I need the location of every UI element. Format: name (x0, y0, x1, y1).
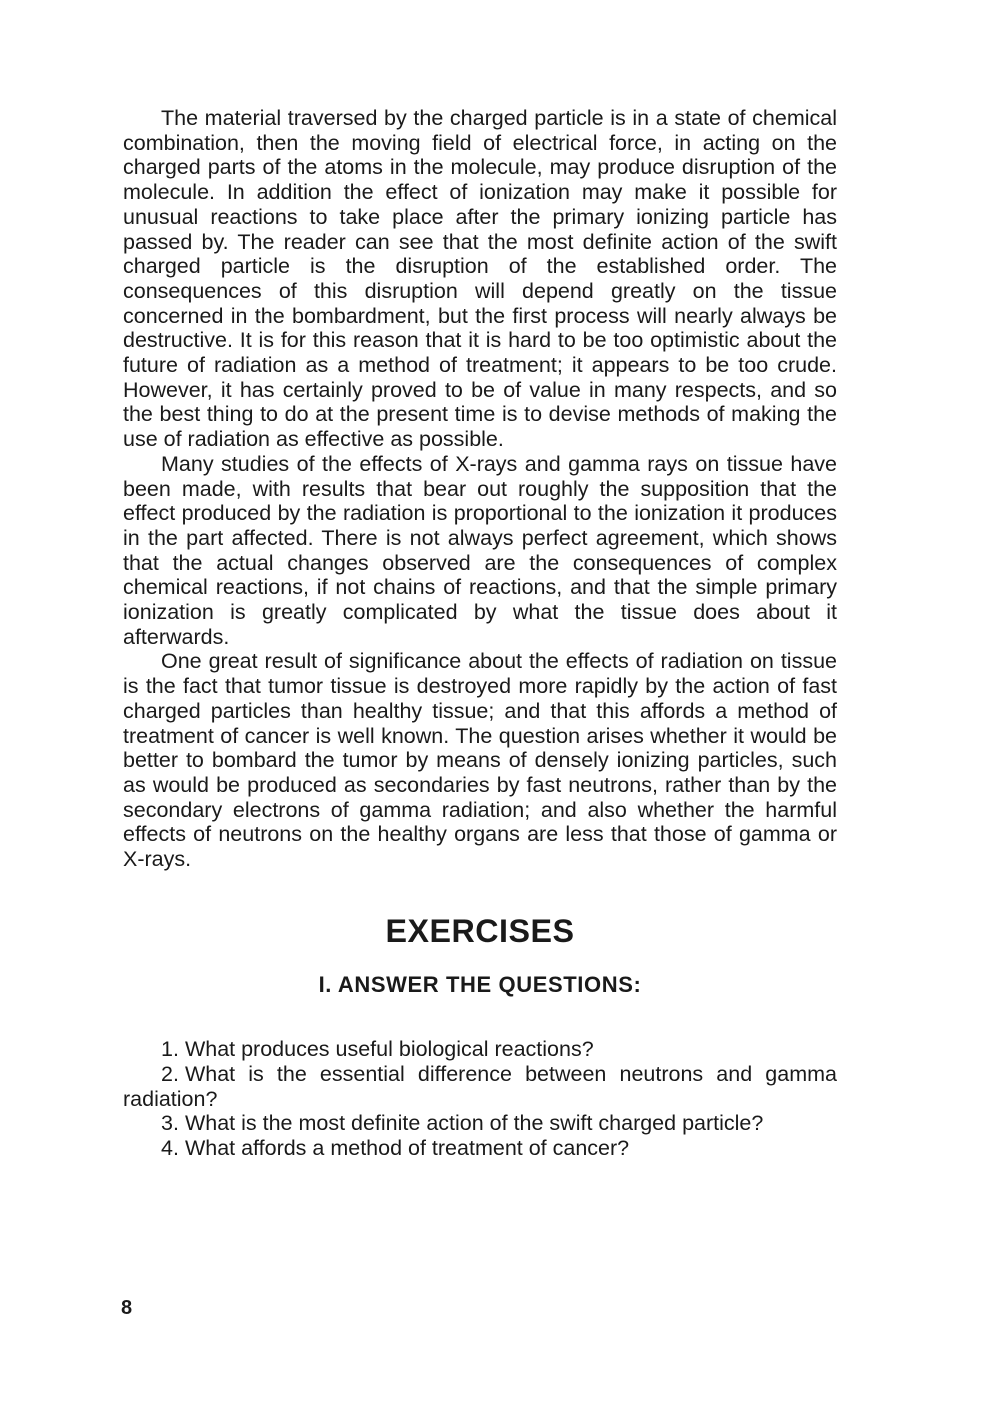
question-text: What produces useful biological reactions? (184, 1037, 594, 1062)
questions-list (123, 1037, 837, 1161)
body-paragraph-1: The material traversed by the charged particle is in a state of chemical combination, then the moving field of electrical force, in acting on the charged parts of the atoms in the molecule, may produce disruption of the molecule. In addition the effect of ionization may make it possible for unusual reactions to take place after the primary ionizing particle has passed by. The reader can see that the most definite action of the swift charged particle is the disruption of the established order. The consequences of this disruption will depend greatly on the tissue concerned in the bombardment, but the first process will nearly always be destructive. It is for this reason that it is hard to be too optimistic about the future of radiation as a method of treatment; it appears to be too crude. However, it has certainly proved to be of value in many respects, and so the best thing to do at the present time is to devise methods of making the use of radiation as effective as possible. (123, 106, 837, 452)
question-number: 3. (161, 1111, 179, 1136)
question-item-2 (123, 1062, 837, 1111)
body-paragraph-2: Many studies of the effects of X-rays and gamma rays on tissue have been made, with results that bear out roughly the supposition that the effect produced by the radiation is proportional to the ionization it produces in the part affected. There is not always perfect agreement, which shows that the actual changes observed are the consequences of complex chemical reactions, if not chains of reactions, and that the simple primary ionization is greatly complicated by what the tissue does about it afterwards. (123, 451, 837, 649)
question-item-3 (123, 1111, 837, 1136)
question-number: 2. (161, 1061, 179, 1086)
question-number: 1. (161, 1037, 179, 1062)
question-item-4 (123, 1136, 837, 1161)
page-number: 8 (121, 1297, 133, 1319)
question-text: What is the essential difference between neutrons and gamma radiation? (123, 1061, 837, 1111)
exercises-heading: EXERCISES (385, 912, 575, 949)
body-paragraph-3: One great result of significance about the effects of radiation on tissue is the fact that tumor tissue is destroyed more rapidly by the action of fast charged particles than healthy tissue; and that this affords a method of treatment of cancer is well known. The question arises whether it would be better to bombard the tumor by means of densely ionizing particles, such as would be produced as secondaries by fast neutrons, rather than by the secondary electrons of gamma radiation; and also whether the harmful effects of neutrons on the healthy organs are less that those of gamma or X-rays. (123, 649, 837, 872)
question-text: What is the most definite action of the swift charged particle? (184, 1111, 764, 1136)
document-page (123, 106, 837, 1161)
question-text: What affords a method of treatment of cancer? (184, 1136, 630, 1161)
answer-questions-heading: I. ANSWER THE QUESTIONS: (318, 971, 642, 997)
question-number: 4. (161, 1136, 179, 1161)
question-item-1 (123, 1037, 837, 1062)
